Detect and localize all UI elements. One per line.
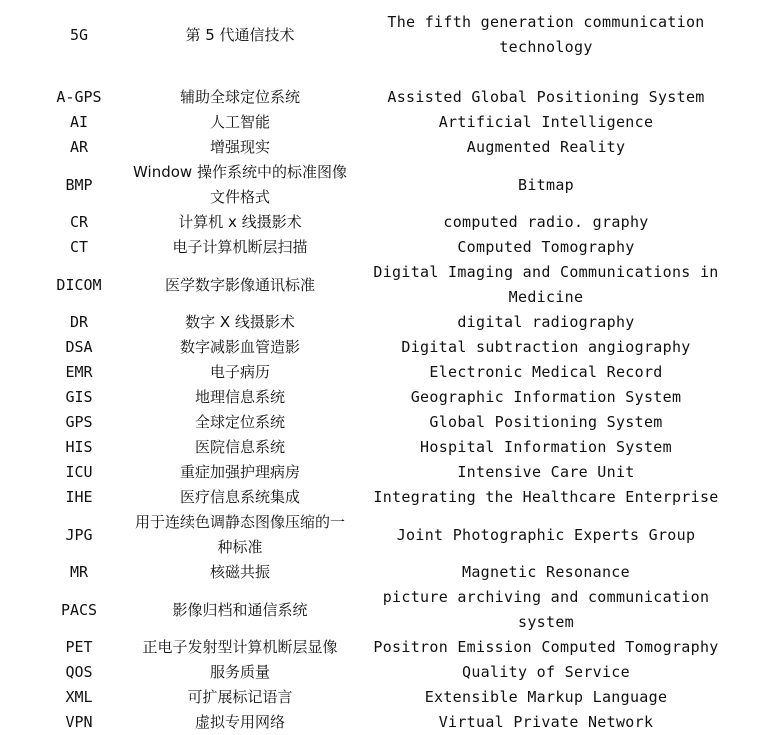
abbreviation-table — [30, 10, 740, 735]
english-term-cell: Computed Tomography — [457, 238, 635, 256]
chinese-term-cell: 重症加强护理病房 — [179, 463, 300, 481]
table-row — [30, 260, 740, 310]
english-term-cell: Artificial Intelligence — [438, 113, 654, 131]
abbreviation-cell: HIS — [65, 438, 93, 456]
table-row — [30, 635, 740, 660]
chinese-term-cell: 影像归档和通信系统 — [172, 600, 308, 619]
table-row — [30, 335, 740, 360]
english-term-cell: picture archiving and communication system — [382, 588, 710, 631]
abbreviation-cell: JPG — [65, 525, 93, 544]
abbreviation-cell: GIS — [65, 388, 93, 406]
table-row — [30, 710, 740, 735]
table-row — [30, 310, 740, 335]
chinese-term-cell: 地理信息系统 — [194, 388, 285, 406]
table-row — [30, 560, 740, 585]
table-row — [30, 235, 740, 260]
english-term-cell: Extensible Markup Language — [424, 688, 668, 706]
chinese-term-cell: 电子计算机断层扫描 — [172, 238, 308, 256]
english-term-cell: Hospital Information System — [420, 438, 672, 456]
chinese-term-cell: 全球定位系统 — [194, 413, 285, 431]
chinese-term-cell: 计算机 x 线摄影术 — [178, 213, 302, 231]
table-row — [30, 135, 740, 160]
english-term-cell: Joint Photographic Experts Group — [396, 525, 696, 544]
abbreviation-cell: DR — [69, 313, 89, 331]
abbreviation-cell: IHE — [65, 488, 93, 506]
english-term-cell: Digital subtraction angiography — [401, 338, 691, 356]
abbreviation-cell: ICU — [65, 463, 93, 481]
table-row — [30, 10, 740, 60]
chinese-term-cell: 虚拟专用网络 — [194, 713, 285, 731]
abbreviation-cell: QOS — [65, 663, 93, 681]
abbreviation-cell: PACS — [60, 600, 98, 619]
table-row — [30, 660, 740, 685]
table-row — [30, 460, 740, 485]
abbreviation-cell: BMP — [65, 175, 93, 194]
chinese-term-cell: 数字 X 线摄影术 — [185, 313, 295, 331]
abbreviation-cell: DSA — [65, 338, 93, 356]
english-term-cell: Electronic Medical Record — [429, 363, 663, 381]
chinese-term-cell: 可扩展标记语言 — [187, 688, 293, 706]
chinese-term-cell: 电子病历 — [209, 363, 270, 381]
chinese-term-cell: Window 操作系统中的标准图像文件格式 — [133, 163, 347, 206]
english-term-cell: The fifth generation communication technology — [387, 13, 705, 56]
abbreviation-cell: DICOM — [56, 275, 102, 294]
english-term-cell: Quality of Service — [462, 663, 630, 681]
abbreviation-cell: EMR — [65, 363, 93, 381]
english-term-cell: Positron Emission Computed Tomography — [373, 638, 719, 656]
english-term-cell: Augmented Reality — [466, 138, 626, 156]
english-term-cell: Intensive Care Unit — [457, 463, 635, 481]
abbreviation-cell: VPN — [65, 713, 93, 731]
chinese-term-cell: 人工智能 — [209, 113, 270, 131]
chinese-term-cell: 增强现实 — [209, 138, 270, 156]
table-row — [30, 160, 740, 210]
english-term-cell: Assisted Global Positioning System — [387, 88, 705, 106]
table-row — [30, 585, 740, 635]
chinese-term-cell: 辅助全球定位系统 — [179, 88, 300, 106]
chinese-term-cell: 数字减影血管造影 — [179, 338, 300, 356]
chinese-term-cell: 医院信息系统 — [194, 438, 285, 456]
abbreviation-cell: AI — [69, 113, 89, 131]
table-row — [30, 410, 740, 435]
english-term-cell: computed radio. graphy — [443, 213, 649, 231]
table-row — [30, 85, 740, 110]
english-term-cell: Digital Imaging and Communications in Medicine — [373, 263, 719, 306]
abbreviation-cell: A-GPS — [56, 88, 102, 106]
abbreviation-cell: PET — [65, 638, 93, 656]
english-term-cell: digital radiography — [457, 313, 635, 331]
english-term-cell: Bitmap — [518, 175, 574, 194]
chinese-term-cell: 第 5 代通信技术 — [185, 25, 295, 44]
abbreviation-cell: 5G — [69, 25, 89, 44]
english-term-cell: Global Positioning System — [429, 413, 663, 431]
abbreviation-cell: XML — [65, 688, 93, 706]
abbreviation-cell: MR — [69, 563, 89, 581]
english-term-cell: Magnetic Resonance — [462, 563, 630, 581]
table-row — [30, 510, 740, 560]
chinese-term-cell: 正电子发射型计算机断层显像 — [142, 638, 338, 656]
table-row — [30, 485, 740, 510]
blank-row — [30, 60, 740, 85]
table-row — [30, 385, 740, 410]
abbreviation-cell: GPS — [65, 413, 93, 431]
english-term-cell: Integrating the Healthcare Enterprise — [373, 488, 719, 506]
chinese-term-cell: 医学数字影像通讯标准 — [164, 275, 315, 294]
table-row — [30, 210, 740, 235]
english-term-cell: Virtual Private Network — [438, 713, 654, 731]
chinese-term-cell: 医疗信息系统集成 — [179, 488, 300, 506]
abbreviation-cell: CT — [69, 238, 89, 256]
table-row — [30, 360, 740, 385]
abbreviation-cell: AR — [69, 138, 89, 156]
english-term-cell: Geographic Information System — [410, 388, 682, 406]
chinese-term-cell: 用于连续色调静态图像压缩的一种标准 — [134, 513, 345, 556]
abbreviation-cell: CR — [69, 213, 89, 231]
table-row — [30, 435, 740, 460]
table-row — [30, 110, 740, 135]
chinese-term-cell: 服务质量 — [209, 663, 270, 681]
chinese-term-cell: 核磁共振 — [209, 563, 270, 581]
table-row — [30, 685, 740, 710]
